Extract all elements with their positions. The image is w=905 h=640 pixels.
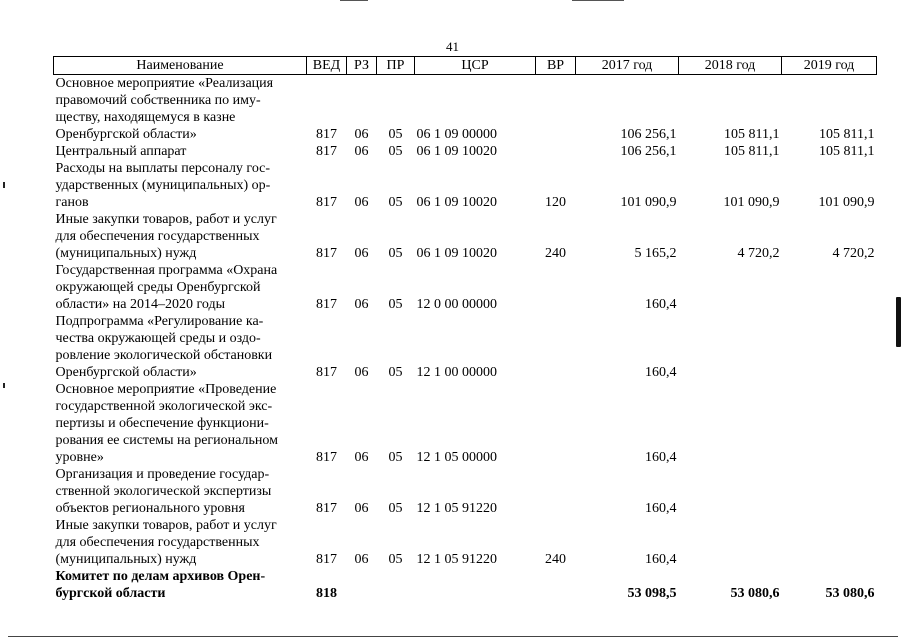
cell-rz: 06: [354, 246, 369, 261]
cell-name-line: ровление экологической обстановки: [55, 348, 273, 363]
cell-2017: 160,4: [645, 552, 677, 567]
cell-ved: 817: [316, 144, 337, 159]
header-2019: 2019 год: [782, 57, 877, 75]
cell-2017: 160,4: [645, 450, 677, 465]
cell-2018: [679, 262, 782, 313]
cell-name-line: Иные закупки товаров, работ и услуг: [55, 518, 277, 533]
cell-2017: 106 256,1: [620, 127, 677, 142]
cell-ved: 817: [316, 552, 337, 567]
cell-name: [54, 211, 307, 262]
cell-name-line: объектов регионального уровня: [55, 501, 245, 516]
cell-2019: [782, 466, 877, 517]
cell-name-line: Комитет по делам архивов Орен-: [55, 569, 266, 584]
cell-name-line: пертизы и обеспечение функциони-: [55, 416, 269, 431]
cell-2017: 101 090,9: [620, 195, 677, 210]
table-row: [54, 517, 877, 568]
cell-ved: 817: [316, 127, 337, 142]
cell-name-line: правомочий собственника по иму-: [55, 93, 261, 108]
scan-artifact-mark: [3, 383, 5, 388]
cell-2019: [782, 381, 877, 466]
table-row: [54, 75, 877, 144]
cell-rz: 06: [354, 501, 369, 516]
cell-name-line: Организация и проведение государ-: [55, 467, 270, 482]
cell-name-line: ществу, находящемуся в казне: [55, 110, 236, 125]
cell-2019: 53 080,6: [825, 586, 875, 601]
cell-name-line: бургской области: [55, 586, 166, 601]
cell-2019: 4 720,2: [832, 246, 875, 261]
cell-vr: [536, 262, 576, 313]
cell-2018: [679, 517, 782, 568]
cell-vr: 240: [545, 246, 566, 261]
cell-vr: [536, 313, 576, 381]
cell-ved: 817: [316, 450, 337, 465]
header-rz: РЗ: [347, 57, 377, 75]
cell-name-line: Оренбургской области»: [55, 127, 197, 142]
cell-pr: 05: [388, 365, 403, 380]
header-vr: ВР: [536, 57, 576, 75]
cell-2018: 105 811,1: [724, 127, 780, 142]
cell-name-line: Центральный аппарат: [55, 144, 187, 159]
page-number: 41: [446, 39, 459, 54]
cell-csr: 12 1 05 91220: [416, 501, 497, 516]
cell-rz: [347, 568, 377, 602]
header-ved: ВЕД: [307, 57, 347, 75]
cell-name: [54, 466, 307, 517]
header-2018: 2018 год: [679, 57, 782, 75]
scan-artifact-mark: [3, 182, 5, 188]
cell-2017: 53 098,5: [627, 586, 677, 601]
cell-name-line: уровне»: [55, 450, 104, 465]
cell-name-line: чества окружающей среды и оздо-: [55, 331, 261, 346]
cell-csr: 12 1 05 91220: [416, 552, 497, 567]
cell-name-line: окружающей среды Оренбургской: [55, 280, 261, 295]
table-body: [54, 75, 877, 603]
cell-ved: 817: [316, 246, 337, 261]
cell-2017: 160,4: [645, 365, 677, 380]
cell-name-line: рования ее системы на региональном: [55, 433, 278, 448]
cell-name-line: (муниципальных) нужд: [55, 246, 197, 261]
table-row: [54, 313, 877, 381]
cell-rz: 06: [354, 195, 369, 210]
cell-name: [54, 160, 307, 211]
scan-artifact-line: [572, 0, 624, 1]
cell-pr: 05: [388, 501, 403, 516]
cell-pr: 05: [388, 552, 403, 567]
cell-name: [54, 568, 307, 602]
cell-name-line: государственной экологической экс-: [55, 399, 273, 414]
bottom-rule: [8, 636, 898, 637]
table-row: [54, 262, 877, 313]
cell-name: [54, 313, 307, 381]
cell-2018: [679, 466, 782, 517]
table-row: [54, 568, 877, 602]
cell-ved: 817: [316, 195, 337, 210]
cell-csr: 12 1 05 00000: [416, 450, 497, 465]
cell-rz: 06: [354, 297, 369, 312]
cell-csr: 12 1 00 00000: [416, 365, 497, 380]
header-name: Наименование: [54, 57, 307, 75]
cell-csr: 06 1 09 10020: [416, 195, 497, 210]
cell-csr: 06 1 09 10020: [416, 144, 497, 159]
cell-2018: 105 811,1: [724, 144, 780, 159]
cell-rz: 06: [354, 144, 369, 159]
budget-table: [53, 56, 877, 602]
cell-pr: 05: [388, 144, 403, 159]
cell-vr: [536, 143, 576, 160]
table-row: [54, 143, 877, 160]
header-2017: 2017 год: [576, 57, 679, 75]
cell-pr: 05: [388, 127, 403, 142]
cell-2017: 5 165,2: [634, 246, 677, 261]
cell-rz: 06: [354, 127, 369, 142]
cell-ved: 817: [316, 297, 337, 312]
cell-2019: 105 811,1: [819, 127, 875, 142]
cell-pr: 05: [388, 246, 403, 261]
cell-2018: [679, 313, 782, 381]
cell-2019: [782, 313, 877, 381]
header-pr: ПР: [377, 57, 415, 75]
cell-vr: [536, 568, 576, 602]
cell-rz: 06: [354, 365, 369, 380]
cell-pr: 05: [388, 450, 403, 465]
cell-name-line: ственной экологической экспертизы: [55, 484, 272, 499]
cell-name-line: ганов: [55, 195, 89, 210]
cell-name-line: Подпрограмма «Регулирование ка-: [55, 314, 264, 329]
cell-rz: 06: [354, 552, 369, 567]
cell-2019: 101 090,9: [818, 195, 875, 210]
table-row: [54, 466, 877, 517]
cell-csr: 06 1 09 10020: [416, 246, 497, 261]
cell-name-line: Иные закупки товаров, работ и услуг: [55, 212, 277, 227]
cell-2017: 160,4: [645, 297, 677, 312]
cell-ved: 817: [316, 365, 337, 380]
cell-csr: 12 0 00 00000: [416, 297, 497, 312]
cell-2017: 160,4: [645, 501, 677, 516]
cell-rz: 06: [354, 450, 369, 465]
cell-ved: 817: [316, 501, 337, 516]
cell-name: [54, 143, 307, 160]
cell-vr: 240: [545, 552, 566, 567]
cell-name-line: для обеспечения государственных: [55, 229, 260, 244]
cell-csr: [415, 568, 536, 602]
table-row: [54, 160, 877, 211]
scan-artifact-line: [340, 0, 368, 1]
cell-name-line: Государственная программа «Охрана: [55, 263, 278, 278]
table-header-row: [54, 57, 877, 75]
header-csr: ЦСР: [415, 57, 536, 75]
cell-name-line: Расходы на выплаты персоналу гос-: [55, 161, 271, 176]
scan-artifact-mark: [896, 297, 901, 347]
cell-2019: [782, 262, 877, 313]
table-row: [54, 211, 877, 262]
cell-vr: [536, 466, 576, 517]
cell-pr: [377, 568, 415, 602]
cell-csr: 06 1 09 00000: [416, 127, 497, 142]
cell-name: [54, 262, 307, 313]
cell-2018: 53 080,6: [730, 586, 780, 601]
cell-ved: 818: [316, 586, 337, 601]
cell-2019: [782, 517, 877, 568]
cell-2018: 101 090,9: [723, 195, 780, 210]
cell-2018: [679, 381, 782, 466]
cell-pr: 05: [388, 297, 403, 312]
cell-name-line: (муниципальных) нужд: [55, 552, 197, 567]
cell-name-line: области» на 2014–2020 годы: [55, 297, 226, 312]
cell-name-line: Основное мероприятие «Реализация: [55, 76, 274, 91]
cell-name-line: Основное мероприятие «Проведение: [55, 382, 277, 397]
cell-2018: 4 720,2: [737, 246, 780, 261]
table-row: [54, 381, 877, 466]
cell-name-line: для обеспечения государственных: [55, 535, 260, 550]
cell-name-line: ударственных (муниципальных) ор-: [55, 178, 271, 193]
cell-vr: [536, 75, 576, 144]
cell-name: [54, 517, 307, 568]
cell-2019: 105 811,1: [819, 144, 875, 159]
cell-vr: 120: [545, 195, 566, 210]
cell-vr: [536, 381, 576, 466]
cell-2017: 106 256,1: [620, 144, 677, 159]
cell-name: [54, 381, 307, 466]
cell-pr: 05: [388, 195, 403, 210]
cell-name-line: Оренбургской области»: [55, 365, 197, 380]
cell-name: [54, 75, 307, 144]
